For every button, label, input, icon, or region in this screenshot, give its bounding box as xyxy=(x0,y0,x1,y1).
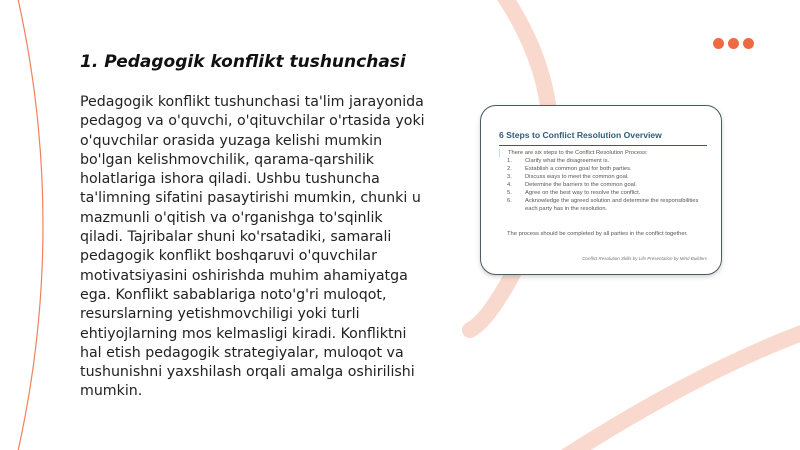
slide-title: 1. Pedagogik konflikt tushunchasi xyxy=(80,52,406,72)
step-number: 1. xyxy=(507,158,512,164)
conflict-resolution-image xyxy=(480,105,722,275)
step-item xyxy=(499,189,704,197)
dot xyxy=(713,38,724,49)
step-text: Discuss ways to meet the common goal. xyxy=(525,174,629,180)
step-number: 4. xyxy=(507,182,512,188)
step-text: Clarify what the disagreement is. xyxy=(525,158,610,164)
dot xyxy=(743,38,754,49)
image-outro: The process should be completed by all parties in the conflict together. xyxy=(507,231,688,237)
step-item xyxy=(499,173,704,181)
step-number: 5. xyxy=(507,190,512,196)
step-item xyxy=(499,165,704,173)
bottom-right-arc xyxy=(560,330,800,450)
slide-body-text: Pedagogik konflikt tushunchasi ta'lim jarayonida pedagog va o'quvchi, o'qituvchilar o'rtasida yoki o'quvchilar orasida yuzaga kelishi mumkin bo'lgan kelishmovchilik, qarama-qarshilik holatlariga ishora qiladi. Ushbu tushuncha ta'limning sifatini pasaytirishi mumkin, chunki u mazmunli o'qitish va o'rganishga to'sqinlik qiladi. Tajribalar shuni ko'rsatadiki, samarali pedagogik konflikt boshqaruvi o'quvchilar motivatsiyasini oshirishda muhim ahamiyatga ega. Konflikt sabablariga noto'g'ri muloqot, resurslarning yetishmovchiligi yoki turli ehtiyojlarning mos kelmasligi kiradi. Konfliktni hal etish pedagogik strategiyalar, muloqot va tushunishni yaxshilash orqali amalga oshirilishi mumkin. xyxy=(80,94,425,400)
step-text: Acknowledge the agreed solution and determine the responsibilities each party has in the resolution. xyxy=(525,198,699,212)
step-item xyxy=(499,197,704,213)
image-title: 6 Steps to Conflict Resolution Overview xyxy=(499,130,662,140)
step-text: Determine the barriers to the common goal. xyxy=(525,182,637,188)
step-text: Agree on the best way to resolve the conflict. xyxy=(525,190,641,196)
step-item xyxy=(499,157,704,165)
step-number: 2. xyxy=(507,166,512,172)
step-text: Establish a common goal for both parties. xyxy=(525,166,632,172)
dots-decoration xyxy=(713,38,754,49)
step-number: 6. xyxy=(507,198,512,204)
steps-list xyxy=(499,157,704,213)
image-intro: There are six steps to the Conflict Resolution Process: xyxy=(499,149,708,157)
step-item xyxy=(499,181,704,189)
image-title-rule xyxy=(499,145,707,146)
image-caption: Conflict Resolution Skills by Life Presentation by Mind Builders xyxy=(582,256,707,261)
left-thin-arc xyxy=(16,0,43,450)
step-number: 3. xyxy=(507,174,512,180)
dot xyxy=(728,38,739,49)
